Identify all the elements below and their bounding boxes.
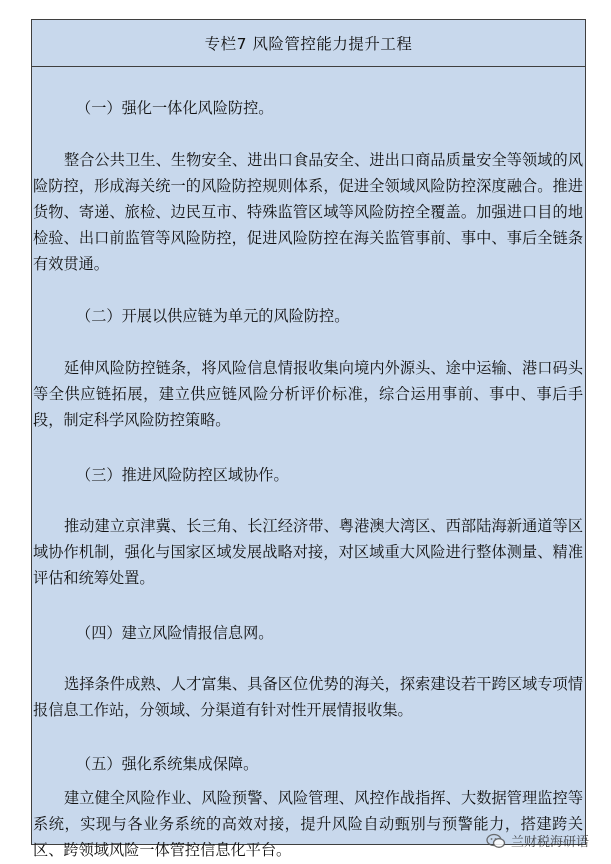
section-body-5: 建立健全风险作业、风险预警、风险管理、风控作战指挥、大数据管理监控等系统，实现与各业务系统的高效对接，提升风险自动甄别与预警能力，搭建跨关区、跨领域风险一体管控信息化平台。 <box>33 789 583 859</box>
section-body-4: 选择条件成熟、人才富集、具备区位优势的海关，探索建设若干跨区域专项情报信息工作站，分领域、分渠道有针对性开展情报收集。 <box>33 675 583 719</box>
section-heading-1: （一）强化一体化风险防控。 <box>76 99 274 117</box>
column-title: 专栏7 风险管控能力提升工程 <box>32 20 585 67</box>
section-heading-5: （五）强化系统集成保障。 <box>76 755 259 773</box>
section-body-1: 整合公共卫生、生物安全、进出口食品安全、进出口商品质量安全等领域的风险防控，形成海关统一的风险防控规则体系，促进全领域风险防控深度融合。推进货物、寄递、旅检、边民互市、特殊监管区域等风险防控全覆盖。加强进口目的地检验、出口前监管等风险防控，促进风险防控在海关监管事前、事中、事后全链条有效贯通。 <box>33 151 583 273</box>
section-body-2: 延伸风险防控链条，将风险信息情报收集向境内外源头、途中运输、港口码头等全供应链拓展，建立供应链风险分析评价标准，综合运用事前、事中、事后手段，制定科学风险防控策略。 <box>33 359 583 429</box>
column-body <box>32 67 585 859</box>
watermark-text: 兰财税海研语 <box>510 835 589 850</box>
section-heading-3: （三）推进风险防控区域协作。 <box>76 466 289 484</box>
wechat-icon <box>486 833 506 849</box>
section-heading-2: （二）开展以供应链为单元的风险防控。 <box>76 307 350 325</box>
column-box <box>31 19 586 859</box>
watermark <box>486 831 589 850</box>
section-body-3: 推动建立京津冀、长三角、长江经济带、粤港澳大湾区、西部陆海新通道等区域协作机制，强化与国家区域发展战略对接，对区域重大风险进行整体测量、精准评估和统筹处置。 <box>33 517 583 587</box>
section-heading-4: （四）建立风险情报信息网。 <box>76 624 274 642</box>
